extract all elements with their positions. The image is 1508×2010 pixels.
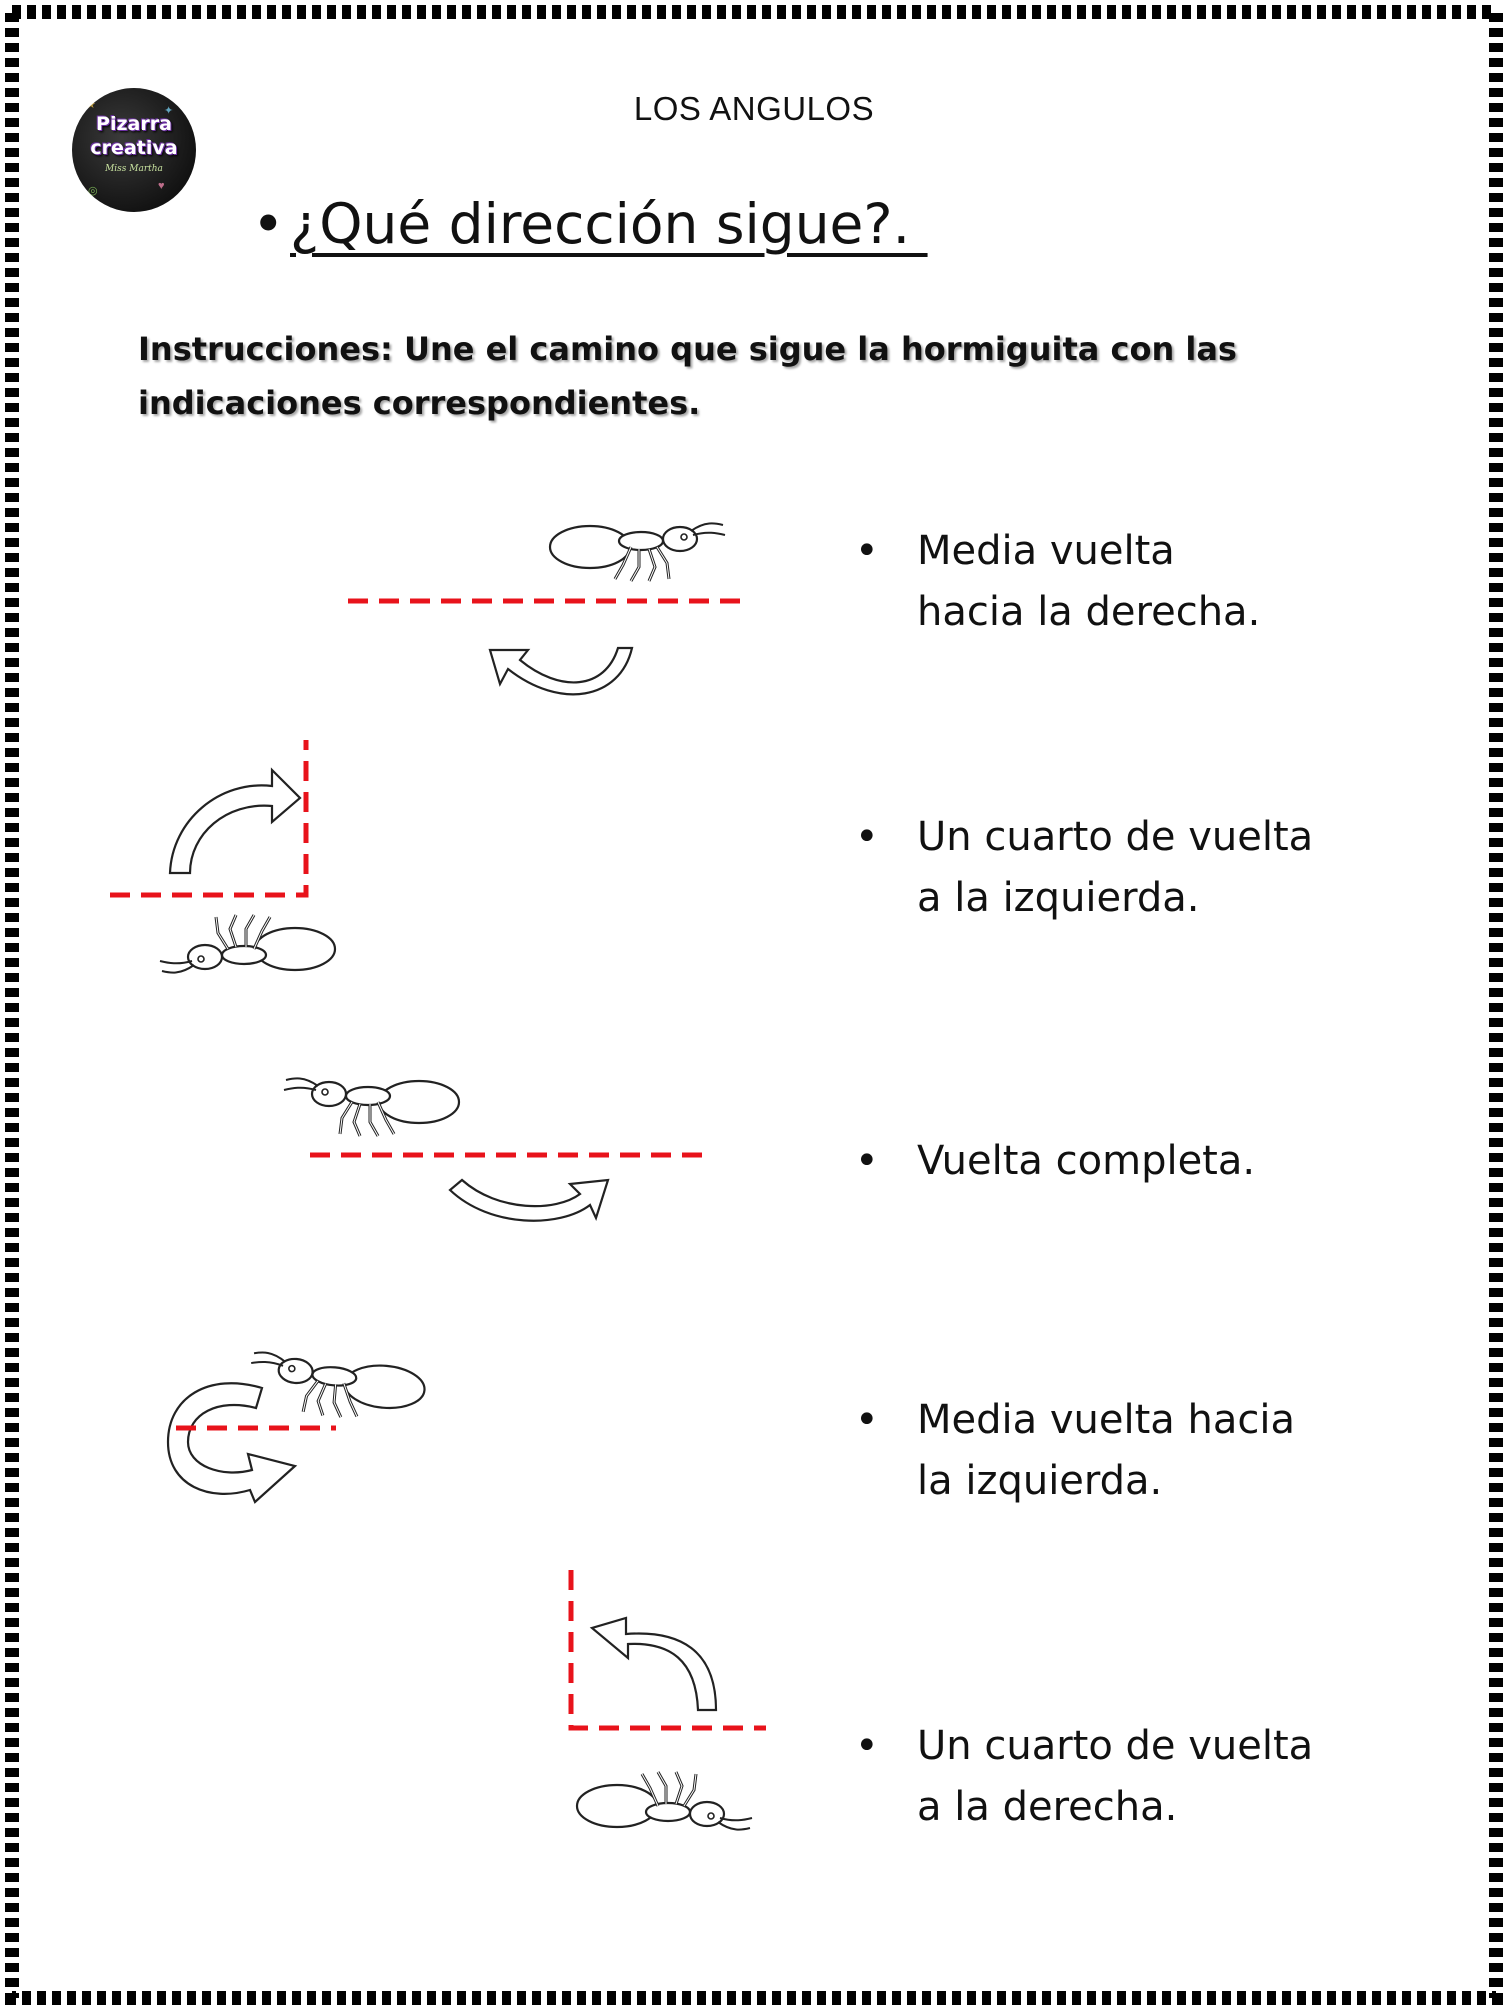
option-line: Media vuelta hacia — [917, 1397, 1295, 1443]
option-line: hacia la derecha. — [917, 589, 1261, 635]
figure-5 — [571, 1570, 766, 1830]
option-text — [917, 807, 1313, 929]
option-text — [917, 1131, 1255, 1192]
option-text — [917, 1716, 1313, 1838]
option-line: Media vuelta — [917, 528, 1175, 574]
turn-arrow-icon — [170, 770, 300, 873]
logo-line-2: creativa — [90, 137, 178, 159]
ant-icon — [577, 1772, 752, 1830]
figure-4 — [168, 1351, 427, 1502]
option-bullet: • — [855, 814, 879, 860]
instructions-line-1: Instrucciones: Une el camino que sigue la hormiguita con las — [138, 330, 1237, 368]
option-bullet: • — [855, 1397, 879, 1443]
sparkle-icon: ✦ — [164, 105, 174, 117]
globe-icon: ◎ — [88, 185, 98, 197]
turn-arrow-icon — [592, 1618, 716, 1710]
logo-line-1: Pizarra — [96, 113, 172, 135]
turn-arrow-icon — [450, 1180, 608, 1221]
heading-text: ¿Qué dirección sigue?. — [290, 192, 928, 256]
ant-icon — [284, 1078, 459, 1136]
heart-icon: ♥ — [158, 180, 165, 192]
option-text — [917, 521, 1260, 643]
ant-icon — [160, 915, 335, 973]
turn-arrow-icon — [490, 648, 632, 694]
option-line: a la izquierda. — [917, 875, 1200, 921]
logo-signature: Miss Martha — [105, 164, 163, 174]
option-bullet: • — [855, 528, 879, 574]
option-text — [917, 1390, 1295, 1512]
option-line: la izquierda. — [917, 1458, 1163, 1504]
heading-bullet: • — [252, 192, 285, 256]
page-title-text: LOS ANGULOS — [633, 90, 875, 127]
option-bullet: • — [855, 1723, 879, 1769]
instructions-line-2: indicaciones correspondientes. — [138, 384, 701, 422]
option-line: Vuelta completa. — [917, 1138, 1256, 1184]
option-bullet: • — [855, 1138, 879, 1184]
star-icon: ★ — [86, 99, 96, 111]
figure-2 — [110, 740, 335, 973]
figure-3 — [284, 1078, 712, 1220]
figure-1 — [348, 523, 744, 694]
ant-icon — [247, 1351, 426, 1424]
ant-icon — [550, 523, 725, 581]
option-line: Un cuarto de vuelta — [917, 814, 1314, 860]
option-line: Un cuarto de vuelta — [917, 1723, 1314, 1769]
option-line: a la derecha. — [917, 1784, 1178, 1830]
full-turn-arrow-icon — [168, 1383, 295, 1502]
